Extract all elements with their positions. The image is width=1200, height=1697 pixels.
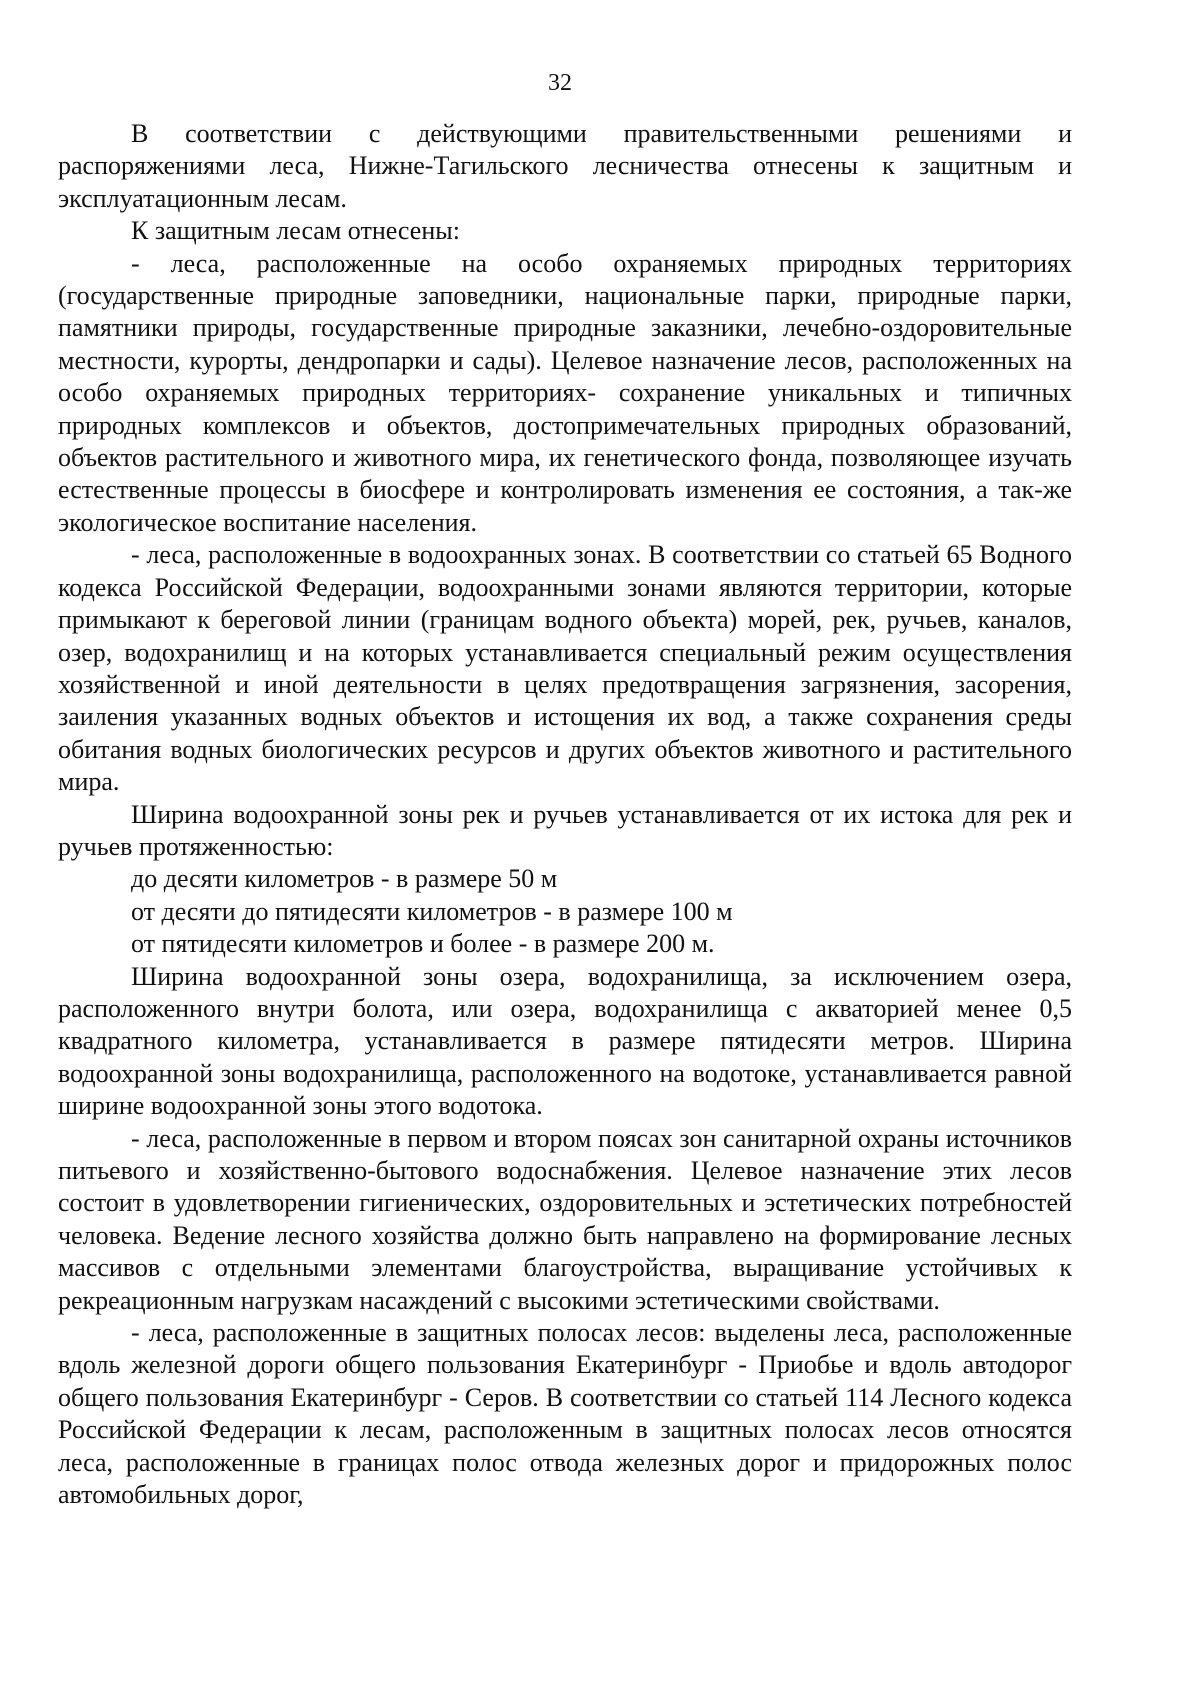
paragraph-river-zone-width: Ширина водоохранной зоны рек и ручьев устанавливается от их истока для рек и ручьев протяженностью: xyxy=(58,799,1072,861)
list-item-ten-to-fifty-km: от десяти до пятидесяти километров - в размере 100 м xyxy=(131,896,733,926)
list-item-over-fifty-km: от пятидесяти километров и более - в размере 200 м. xyxy=(131,929,715,959)
document-body xyxy=(58,118,1072,1511)
paragraph-lake-zone-width: Ширина водоохранной зоны озера, водохранилища, за исключением озера, расположенного внутри болота, или озера, водохранилища с акваторией менее 0,5 квадратного километра, устанавливается в размере пятидесяти метров. Ширина водоохранной зоны водохранилища, расположенного на водотоке, устанавливается равной ширине водоохранной зоны этого водотока. xyxy=(58,961,1072,1121)
paragraph-protective-strips: - леса, расположенные в защитных полосах лесов: выделены леса, расположенные вдоль железной дороги общего пользования Екатеринбург - Приобье и вдоль автодорог общего пользования Екатеринбург - Серов. В соответствии со статьей 114 Лесного кодекса Российской Федерации к лесам, расположенным в защитных полосах лесов относятся леса, расположенные в границах полос отвода железных дорог и придорожных полос автомобильных дорог, xyxy=(58,1318,1072,1510)
paragraph-sanitary-zones: - леса, расположенные в первом и втором поясах зон санитарной охраны источников питьевого и хозяйственно-бытового водоснабжения. Целевое назначение этих лесов состоит в удовлетворении гигиенических, оздоровительных и эстетических потребностей человека. Ведение лесного хозяйства должно быть направлено на формирование лесных массивов с отдельными элементами благоустройства, выращивание устойчивых к рекреационным нагрузкам насаждений с высокими эстетическими свойствами. xyxy=(58,1123,1072,1315)
paragraph-intro: В соответствии с действующими правительственными решениями и распоряжениями леса, Нижне-Тагильского лесничества отнесены к защитным и эксплуатационным лесам. xyxy=(58,119,1072,213)
paragraph-protected-areas: - леса, расположенные на особо охраняемых природных территориях (государственные природные заповедники, национальные парки, природные парки, памятники природы, государственные природные заказники, лечебно-оздоровительные местности, курорты, дендропарки и сады). Целевое назначение лесов, расположенных на особо охраняемых природных территориях- сохранение уникальных и типичных природных комплексов и объектов, достопримечательных природных образований, объектов растительного и животного мира, их генетического фонда, позволяющее изучать естественные процессы в биосфере и контролировать изменения ее состояния, а так-же экологическое воспитание населения. xyxy=(58,248,1072,537)
paragraph-water-protection-zones: - леса, расположенные в водоохранных зонах. В соответствии со статьей 65 Водного кодекса Российской Федерации, водоохранными зонами являются территории, которые примыкают к береговой линии (границам водного объекта) морей, рек, ручьев, каналов, озер, водохранилищ и на которых устанавливается специальный режим осуществления хозяйственной и иной деятельности в целях предотвращения загрязнения, засорения, заиления указанных водных объектов и истощения их вод, а также сохранения среды обитания водных биологических ресурсов и других объектов животного и растительного мира. xyxy=(58,540,1072,797)
list-item-up-to-ten-km: до десяти километров - в размере 50 м xyxy=(131,864,558,894)
paragraph-protective-forests-heading: К защитным лесам отнесены: xyxy=(131,216,460,246)
page-number: 32 xyxy=(548,70,572,96)
